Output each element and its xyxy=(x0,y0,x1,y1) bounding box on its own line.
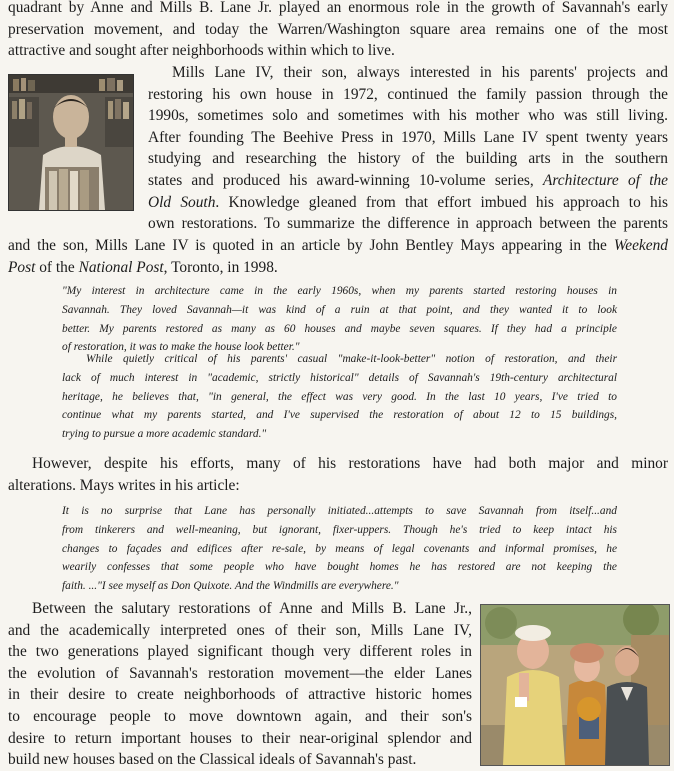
text-line: build new houses based on the Classical ideals of Savannah's past. xyxy=(8,751,417,769)
text-line: studying and researching the history of the building arts in the southern xyxy=(148,150,668,168)
publication-name: National Post xyxy=(78,258,164,276)
quote-line: "My interest in architecture came in the early 1960s, when my parents started restoring houses in xyxy=(62,285,617,297)
text-line: Mills Lane IV, their son, always interested in his parents' projects and xyxy=(172,64,668,81)
text-line: and the academically interpreted ones of their son, Mills Lane IV, xyxy=(8,621,472,639)
text-line: Between the salutary restorations of Anne and Mills B. Lane Jr., xyxy=(32,600,472,617)
text-line xyxy=(8,257,668,279)
block-quote-critical xyxy=(62,350,617,444)
block-quote-interest xyxy=(62,282,617,357)
quote-line: of restoration, it was to make the house look better." xyxy=(62,341,300,354)
quote-line: faith. ..."I see myself as Don Quixote. And the Windmills are everywhere." xyxy=(62,580,399,593)
quote-line: from tinkerers and well-meaning, but ignorant, fixer-uppers. Though he's tried to keep intact his xyxy=(62,523,617,536)
text-run: . Knowledge gleaned from that effort imbued his approach to his xyxy=(215,193,668,211)
book-title: Architecture of the xyxy=(542,171,668,189)
text-line: to encourage people to move downtown again, and their son's xyxy=(8,707,472,725)
book-title: Old South xyxy=(148,193,216,211)
however-paragraph xyxy=(8,453,668,496)
text-line xyxy=(148,170,668,192)
text-line: in their desire to create neighborhoods of attractive historic homes xyxy=(8,686,472,704)
text-line xyxy=(8,235,668,257)
photo-mills-lane-iv xyxy=(8,74,134,211)
text-line: own restorations. To summarize the difference in approach between the parents xyxy=(148,215,668,233)
quote-line: heritage, he believes that, "in general, the effect was very good. In the last 10 years, I've tried to xyxy=(62,390,617,403)
block-quote-mays xyxy=(62,502,617,596)
text-line: attractive and sought after neighborhoods within which to live. xyxy=(8,42,395,60)
quote-line: trying to pursue a more academic standard." xyxy=(62,428,267,441)
quote-line: continue what my parents started, and I've supervised the restoration of about 12 to 15 buildings, xyxy=(62,409,617,422)
mills-lane-paragraph-continued xyxy=(8,235,668,278)
text-line: quadrant by Anne and Mills B. Lane Jr. played an enormous role in the growth of Savannah's early xyxy=(8,0,668,16)
quote-line: lack of much interest in "academic, strictly historical" details of Savannah's 19th-century architectural xyxy=(62,371,617,384)
text-run: and the son, Mills Lane IV is quoted in an article by John Bentley Mays appearing in the xyxy=(8,237,607,254)
text-line: However, despite his efforts, many of his restorations have had both major and minor xyxy=(32,455,668,472)
text-line: 1990s, sometimes solo and sometimes with his mother who was still living. xyxy=(148,107,668,125)
quote-line: While quietly critical of his parents' casual "make-it-look-better" notion of restoration, and their xyxy=(86,353,617,365)
text-line: the evolution of Savannah's restoration movement—the elder Lanes xyxy=(8,664,472,682)
text-run: of the xyxy=(39,258,75,276)
publication-name: Post xyxy=(8,258,36,276)
quote-line: Savannah. They loved Savannah—it was kind of a ruin at that point, and they wanted it to look xyxy=(62,303,617,316)
text-line: alterations. Mays writes in his article: xyxy=(8,476,240,494)
between-paragraph xyxy=(8,598,472,771)
quote-line: wearily confesses that some people who have bought homes he has restored are not keeping the xyxy=(62,561,617,574)
quote-line: better. My parents restored as many as 60 houses and maybe seven squares. If they had a principle xyxy=(62,322,617,335)
quote-line: It is no surprise that Lane has personally initiated...attempts to save Savannah from itself...and xyxy=(62,505,617,517)
text-line: restoring his own house in 1972, continued the family passion through the xyxy=(148,85,668,103)
text-line xyxy=(148,192,668,214)
publication-name: Weekend xyxy=(613,237,668,254)
intro-paragraph xyxy=(8,0,668,62)
text-line: the two generations played significant though very different roles in xyxy=(8,643,472,661)
text-run: states and produced his award-winning 10-volume series, xyxy=(148,171,534,189)
photo-lane-family xyxy=(480,604,670,766)
text-run: , Toronto, in 1998. xyxy=(163,258,278,276)
text-line: After founding The Beehive Press in 1970, Mills Lane IV spent twenty years xyxy=(148,128,668,146)
text-line: desire to return important houses to their near-original splendor and xyxy=(8,729,472,747)
text-line: preservation movement, and today the Warren/Washington square area remains one of the most xyxy=(8,20,668,38)
mills-lane-paragraph xyxy=(148,62,668,235)
quote-line: changes to façades and edifices after re-sale, by means of legal covenants and informal promises, he xyxy=(62,542,617,555)
